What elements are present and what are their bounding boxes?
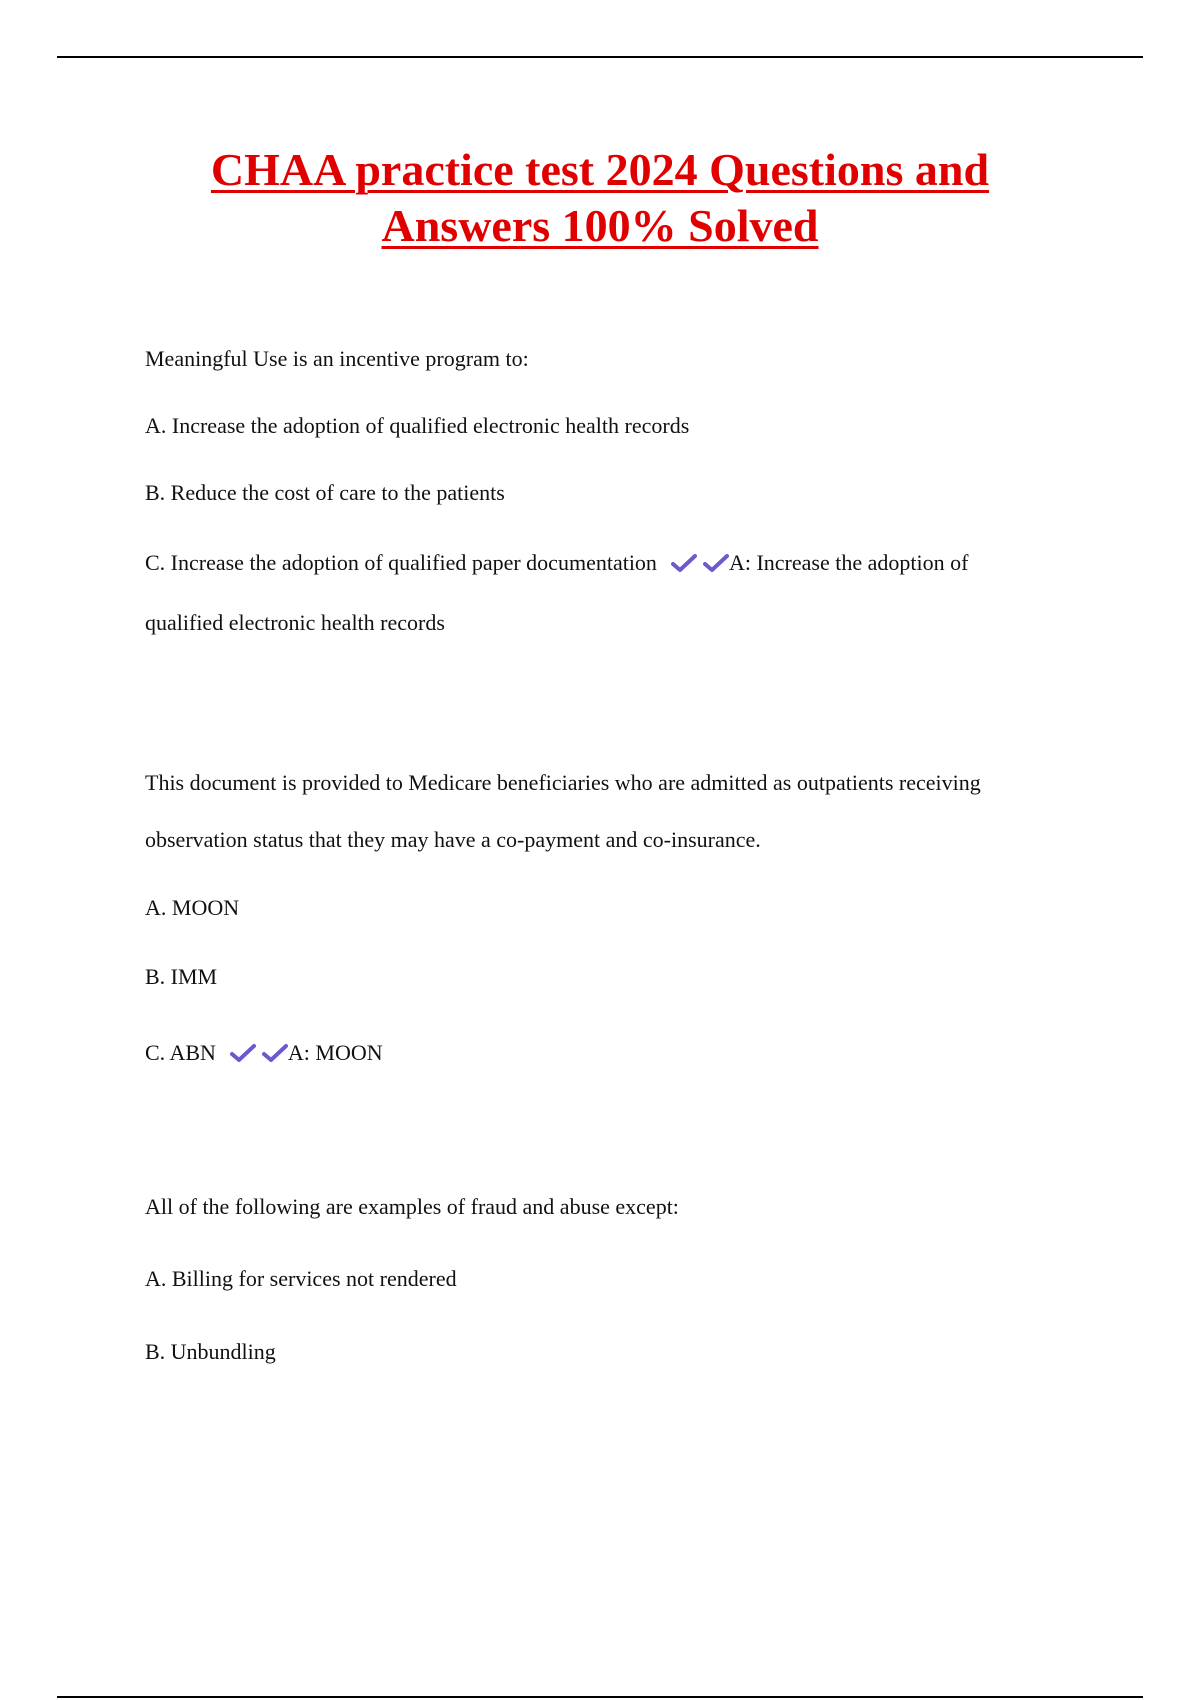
question-3-option-a: A. Billing for services not rendered	[145, 1266, 457, 1291]
question-2-answer: A: MOON	[287, 1040, 383, 1065]
question-2-option-b: B. IMM	[145, 964, 218, 989]
question-2-prompt-line-1: This document is provided to Medicare beneficiaries who are admitted as outpatients receiving	[145, 770, 981, 795]
question-2-option-c: C. ABN	[145, 1040, 216, 1065]
question-3-prompt: All of the following are examples of fraud and abuse except:	[145, 1194, 679, 1219]
check-icon	[262, 1043, 288, 1063]
question-1-option-b: B. Reduce the cost of care to the patients	[145, 480, 505, 505]
document-title	[100, 142, 1100, 254]
top-rule	[57, 56, 1143, 58]
question-2-option-a: A. MOON	[145, 895, 240, 920]
check-icon	[671, 553, 697, 573]
question-1-option-c-line	[145, 534, 968, 591]
question-3-option-b: B. Unbundling	[145, 1339, 276, 1364]
title-line-1: CHAA practice test 2024 Questions and	[210, 144, 990, 195]
question-1-answer: A: Increase the adoption of	[728, 550, 969, 575]
check-icon	[230, 1043, 256, 1063]
bottom-rule	[57, 1696, 1143, 1698]
question-1-option-c: C. Increase the adoption of qualified paper documentation	[145, 550, 657, 575]
question-1-prompt: Meaningful Use is an incentive program to:	[145, 346, 529, 371]
question-2-prompt-line-2: observation status that they may have a co-payment and co-insurance.	[145, 827, 761, 852]
question-1-answer-continued: qualified electronic health records	[145, 610, 445, 635]
check-icon	[703, 553, 729, 573]
question-1-option-a: A. Increase the adoption of qualified electronic health records	[145, 413, 690, 438]
title-line-2: Answers 100% Solved	[381, 200, 819, 251]
question-2-option-c-line	[145, 1024, 383, 1081]
